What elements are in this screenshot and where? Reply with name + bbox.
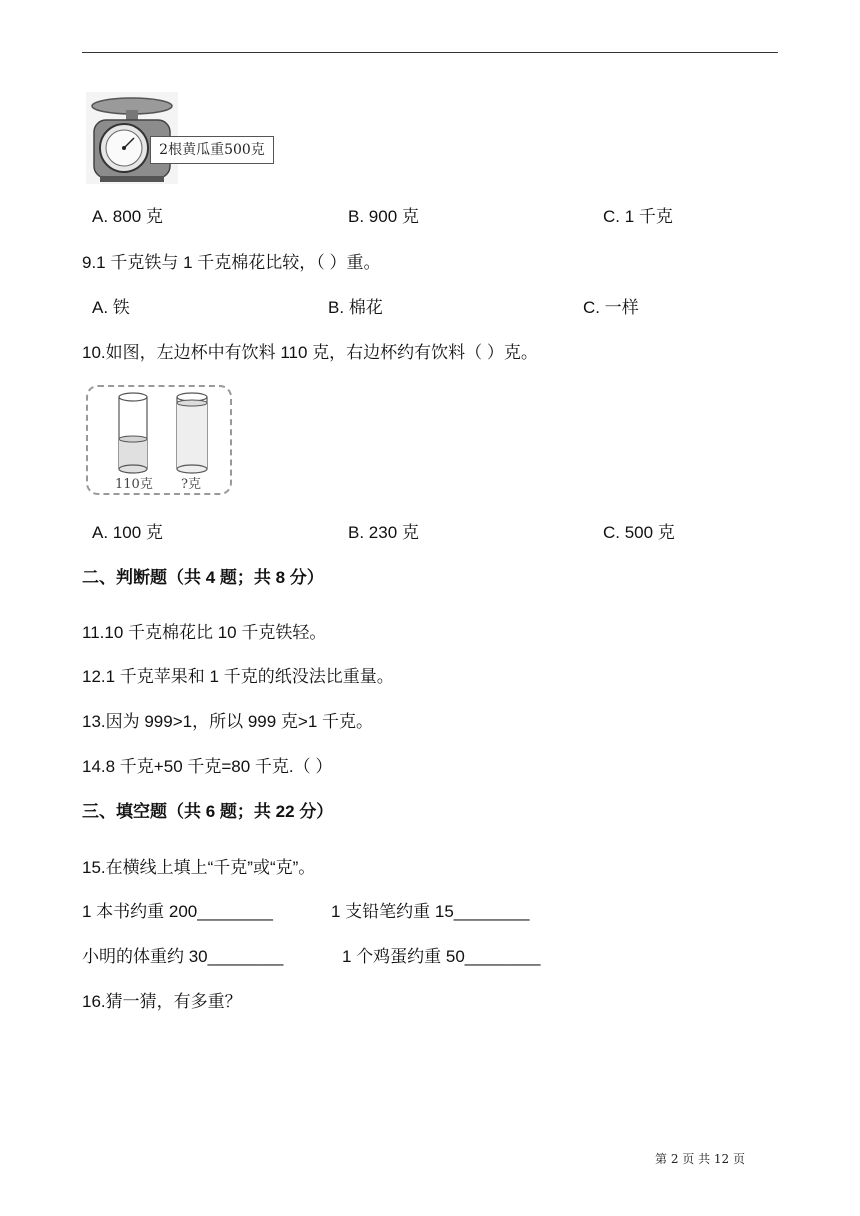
q10-text: 10.如图，左边杯中有饮料 110 克，右边杯约有饮料（ ）克。 [82,343,538,362]
q9-option-b: B. 棉花 [328,298,383,317]
q15-blank-egg: 1 个鸡蛋约重 50________ [342,947,541,966]
q8-option-b: B. 900 克 [348,207,419,226]
q9-option-a: A. 铁 [92,298,130,317]
q16-text: 16.猜一猜，有多重？ [82,992,242,1011]
q11-text: 11.10 千克棉花比 10 千克铁轻。 [82,623,327,642]
scale-caption: 2根黄瓜重500克 [150,136,274,164]
q10-option-b: B. 230 克 [348,523,419,542]
q9-option-c: C. 一样 [583,298,639,317]
section-2-title: 二、判断题（共 4 题；共 8 分） [82,568,324,587]
header-rule [82,52,778,53]
q15-blank-book: 1 本书约重 200________ [82,902,273,921]
q14-text: 14.8 千克+50 千克=80 千克.（ ） [82,757,333,776]
cups-drawing [88,387,230,493]
q15-blank-pencil: 1 支铅笔约重 15________ [331,902,530,921]
cup-left-label: 110克 [115,477,153,492]
q9-text: 9.1 千克铁与 1 千克棉花比较，（ ）重。 [82,253,381,272]
q8-option-c: C. 1 千克 [603,207,673,226]
q12-text: 12.1 千克苹果和 1 千克的纸没法比重量。 [82,667,394,686]
q15-text: 15.在横线上填上“千克”或“克”。 [82,858,316,877]
cups-figure [86,385,232,495]
section-3-title: 三、填空题（共 6 题；共 22 分） [82,802,334,821]
q13-text: 13.因为 999>1，所以 999 克>1 千克。 [82,712,374,731]
q10-option-a: A. 100 克 [92,523,163,542]
q10-option-c: C. 500 克 [603,523,675,542]
page-footer: 第 2 页 共 12 页 [655,1152,745,1166]
cup-right-label: ?克 [181,477,201,492]
q15-blank-weight: 小明的体重约 30________ [82,947,284,966]
q8-option-a: A. 800 克 [92,207,163,226]
